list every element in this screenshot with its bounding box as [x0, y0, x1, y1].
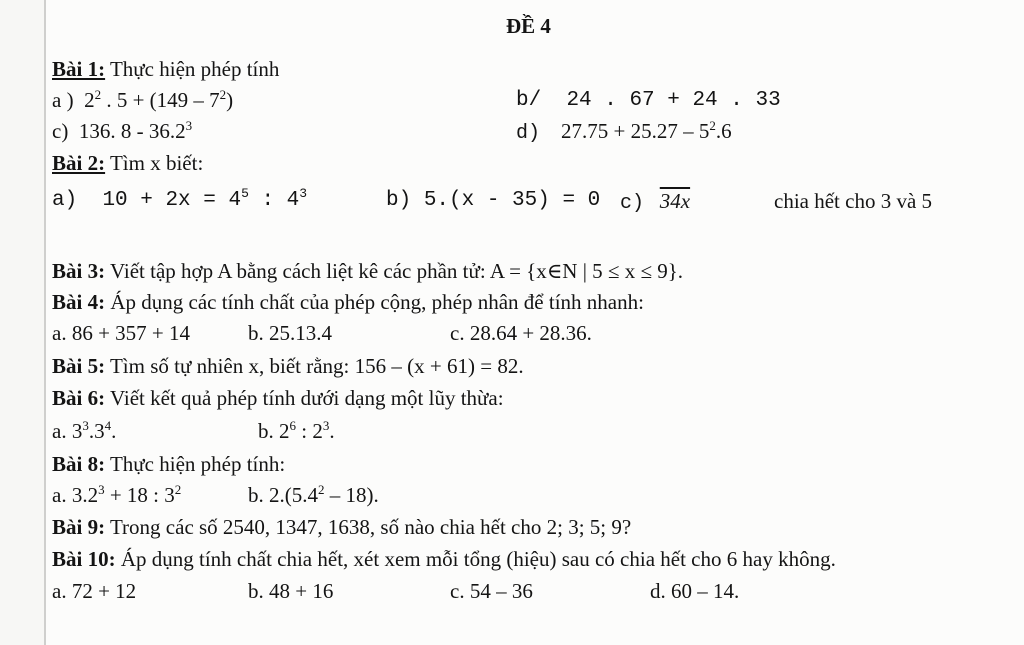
exercise-10d: d. 60 – 14. [650, 579, 740, 603]
exercise-2b-expr: 5.(x - 35) = 0 [423, 189, 601, 212]
exercise-4c: c. 28.64 + 28.36. [450, 321, 592, 345]
exercise-1a: a ) $2^2$ . $5 + (149 - 7^2)$ [52, 87, 234, 112]
exercise-6b: b. $2^6$ : $2^3$. [258, 418, 335, 443]
exercise-2-heading [52, 150, 203, 176]
exercise-4b: b. 25.13.4 [248, 321, 332, 345]
exercise-5 [52, 353, 524, 379]
exercise-4-label: Bài 4: [52, 290, 106, 314]
exercise-4-heading [52, 289, 644, 315]
exercise-1-heading [52, 56, 279, 82]
exercise-6-heading [52, 385, 504, 411]
exercise-10a: a. 72 + 12 [52, 579, 137, 603]
exercise-8-heading [52, 451, 285, 477]
exercise-5-label: Bài 5: [52, 354, 106, 378]
exercise-8-label: Bài 8: [52, 452, 106, 476]
exercise-10c: c. 54 – 36 [450, 579, 533, 603]
exercise-1a-expr: $2^2$ . $5 + (149 - 7^2)$ [78, 87, 234, 112]
exercise-1-label: Bài 1: [52, 57, 106, 81]
exercise-6a: a. $3^3.3^4$. [52, 418, 117, 443]
exercise-8a: a. $3.2^3 + 18$ : $3^2$ [52, 482, 182, 507]
exercise-1-text: Thực hiện phép tính [105, 57, 280, 81]
exercise-9 [52, 514, 631, 540]
exercise-3-label: Bài 3: [52, 259, 106, 283]
exercise-10-label: Bài 10: [52, 547, 116, 571]
exercise-2a-expr: $10 + 2x = 4^5$ : $4^3$ [102, 186, 308, 212]
exercise-2-label: Bài 2: [52, 151, 106, 175]
exercise-5-text: Tìm số tự nhiên x, biết rằng: 156 – (x + 61) = 82. [105, 354, 524, 378]
exercise-1c: c) 136. 8 - 36.2$^3$ [52, 118, 193, 143]
exercise-1b-expr: 24 . 67 + 24 . 33 [566, 89, 781, 112]
page-title: ĐỀ 4 [506, 14, 551, 38]
exercise-8-text: Thực hiện phép tính: [105, 452, 286, 476]
exercise-3 [52, 258, 683, 284]
exercise-10b: b. 48 + 16 [248, 579, 334, 603]
exercise-8b: b. $2.(5.4^2 - 18)$. [248, 482, 379, 507]
worksheet-page [44, 0, 1024, 645]
exercise-2c-condition: chia hết cho 3 và 5 [774, 189, 933, 213]
exercise-2c: c) 34x [620, 189, 691, 215]
exercise-4a: a. 86 + 357 + 14 [52, 321, 191, 345]
exercise-2b: b) 5.(x - 35) = 0 [386, 189, 601, 212]
exercise-6-text: Viết kết quả phép tính dưới dạng một lũy thừa: [105, 386, 504, 410]
exercise-2-text: Tìm x biết: [105, 151, 204, 175]
exercise-6-label: Bài 6: [52, 386, 106, 410]
exercise-1b: b/ 24 . 67 + 24 . 33 [516, 89, 781, 112]
exercise-9-text: Trong các số 2540, 1347, 1638, số nào chia hết cho 2; 3; 5; 9? [105, 515, 632, 539]
exercise-10-heading [52, 546, 836, 572]
exercise-2a: a) $10 + 2x = 4^5$ : $4^3$ [52, 186, 308, 212]
exercise-1c-expr: 136. 8 - 36.2$^3$ [73, 118, 193, 143]
exercise-9-label: Bài 9: [52, 515, 106, 539]
exercise-2c-number: 34x [659, 189, 691, 213]
exercise-3-text: Viết tập hợp A bằng cách liệt kê các phần tử: A = {x∈N | 5 ≤ x ≤ 9}. [105, 259, 684, 283]
exercise-10-text: Áp dụng tính chất chia hết, xét xem mỗi tổng (hiệu) sau có chia hết cho 6 hay không. [115, 547, 836, 571]
exercise-1d: d) $27.75 + 25.27 - 5^2.6$ [516, 118, 732, 145]
exercise-1d-expr: $27.75 + 25.27 - 5^2.6$ [561, 118, 732, 143]
exercise-4-text: Áp dụng các tính chất của phép cộng, phép nhân để tính nhanh: [105, 290, 644, 314]
